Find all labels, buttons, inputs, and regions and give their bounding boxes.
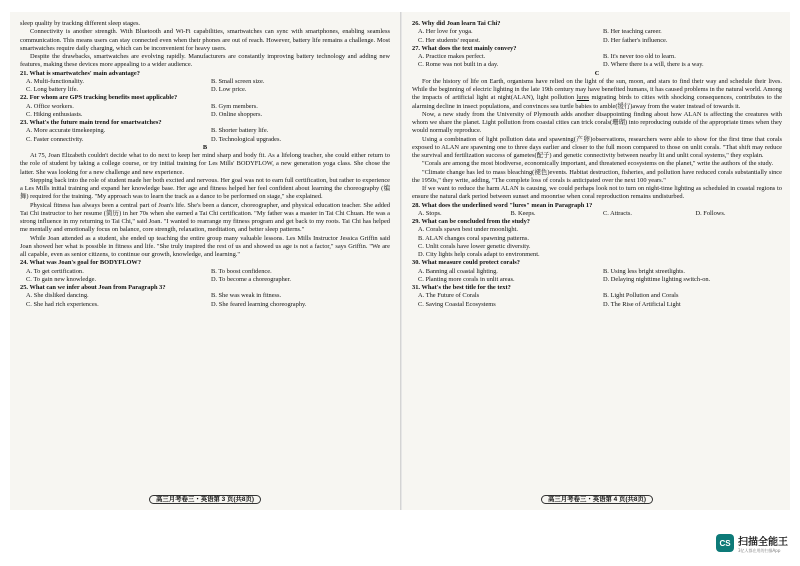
logo-name: 扫描全能王	[738, 536, 788, 548]
paragraph: "Corals are among the most biodiverse, economically important, and threatened ecosystems on the planet," write the authors of the study.	[422, 160, 774, 168]
paragraph	[412, 78, 782, 111]
option: B. Small screen size.	[211, 77, 265, 85]
option: B. Light Pollution and Corals	[603, 292, 679, 300]
options-26	[412, 28, 782, 45]
option: B. To boost confidence.	[211, 267, 272, 275]
paragraph: Using a combination of light pollution data and spawning(产卵)observations, researchers were able to show for the first time that corals exposed to ALAN are spawning one to three days earlier and closer to the full moon compared to those on unlit corals. "That shift may reduce the survival and fertilization success of gametes(配子) and genetic connectivity between nearby lit and unlit coral systems," they explain.	[412, 135, 782, 159]
options-22	[20, 103, 390, 120]
option: B. Keeps.	[510, 209, 536, 217]
option: C. Saving Coastal Ecosystems	[418, 300, 496, 308]
option: D. She feared learning choreography.	[211, 300, 307, 308]
option: A. To get certification.	[26, 267, 84, 275]
question-27: 27. What does the text mainly convey?	[412, 44, 517, 52]
option: C. Hiking enthusiasts.	[26, 110, 83, 118]
option: D. Low price.	[211, 86, 247, 93]
option: C. Rome was not built in a day.	[418, 61, 499, 69]
option: A. Practice makes perfect.	[418, 53, 486, 60]
page-fold	[400, 12, 402, 510]
option: A. Multi-functionality.	[26, 77, 84, 85]
option: B. It's never too old to learn.	[603, 53, 676, 60]
option: C. Long battery life.	[26, 86, 78, 93]
options-24	[20, 268, 390, 285]
question-23: 23. What's the future main trend for smartwatches?	[20, 119, 162, 126]
option: C. Unlit corals have lower genetic diversity.	[418, 242, 531, 250]
footer-label: 高三月考卷三・英语第 4 页(共8页)	[541, 495, 653, 504]
question-29: 29. What can be concluded from the study?	[412, 218, 530, 225]
section-b-heading: B	[202, 143, 208, 151]
question-21: 21. What is smartwatches' main advantage?	[20, 69, 140, 77]
paragraph-text: migrating birds to cities with shocking consequences, contributes to the alarming decline in insect populations, and convinces sea turtle babies to amble(缓行)away from the water instead of towards it.	[412, 94, 782, 110]
option: C. She had rich experiences.	[26, 300, 99, 308]
option: D. The Rise of Artificial Light	[603, 300, 681, 308]
paragraph: Now, a new study from the University of Plymouth adds another disappointing finding about how ALAN is affecting the creatures with whom we share the planet. Light pollution from coastal cities can trick corals(珊瑚) into reproducing outside of the appropriate times when they would normally reproduce.	[412, 110, 782, 135]
camscanner-logo	[716, 528, 796, 558]
option: C. Attracts.	[603, 209, 632, 217]
paragraph: Connectivity is another strength. With Bluetooth and Wi-Fi capabilities, smartwatches can sync with smartphones, enabling seamless communication. This means users can stay connected even when their phones are out of reach. However, battery life remains a challenge. Most smartwatches require daily charging, which can be inconvenient for heavy users.	[20, 28, 390, 52]
options-28	[412, 210, 782, 218]
option: B. ALAN changes coral spawning patterns.	[418, 234, 529, 242]
paragraph: "Climate change has led to mass bleaching(褪色)events. Habitat destruction, fisheries, and pollution have reduced corals substantially since the 1950s," they write, adding, "The complete loss of corals is anticipated over the next 100 years."	[412, 168, 782, 184]
option: B. Shorter battery life.	[211, 127, 269, 135]
option: D. Her father's influence.	[603, 36, 668, 44]
option: D. Online shoppers.	[211, 110, 263, 118]
options-31	[412, 292, 782, 309]
option: A. Banning all coastal lighting.	[418, 267, 498, 275]
option: D. Delaying nighttime lighting switch-on.	[603, 275, 711, 283]
logo-text	[738, 533, 788, 554]
underlined-word: lures	[576, 94, 590, 102]
option: B. Gym members.	[211, 102, 258, 110]
paragraph: Stepping back into the role of student made her both excited and nervous. Her goal was not to earn full certification, but rather to experience a Les Mills initial training and expand her knowledge base. Her age and fitness helped her feel confident about learning the choreography (编舞) required for the training. "My approach was to learn the track as a dance to be performed on stage," she explained.	[20, 176, 390, 201]
options-29	[412, 226, 782, 259]
options-21	[20, 78, 390, 95]
question-31: 31. What's the best title for the text?	[412, 284, 511, 291]
question-28: 28. What does the underlined word "lures" mean in Paragraph 1?	[412, 201, 593, 209]
option: A. Corals spawn best under moonlight.	[418, 226, 518, 234]
options-30	[412, 268, 782, 285]
page-4-footer	[412, 494, 782, 503]
option: B. She was weak in fitness.	[211, 292, 282, 300]
paragraph: Despite the drawbacks, smartwatches are evolving rapidly. Manufacturers are constantly improving battery technology and adding new features, making these devices more appealing to a wider audience.	[20, 53, 390, 69]
paragraph: sleep quality by tracking different sleep stages.	[20, 20, 141, 27]
option: C. Her students' request.	[418, 36, 481, 44]
options-25	[20, 292, 390, 309]
option: A. She disliked dancing.	[26, 292, 89, 300]
option: D. To become a choreographer.	[211, 275, 291, 283]
option: A. Stops.	[418, 209, 442, 217]
options-27	[412, 53, 782, 70]
camscanner-icon: CS	[716, 534, 734, 552]
question-26: 26. Why did Joan learn Tai Chi?	[412, 20, 501, 27]
options-23	[20, 127, 390, 144]
paragraph: If we want to reduce the harm ALAN is causing, we could perhaps look not to turn on night-time lighting as scheduled in coastal regions to ensure the natural dark period between sunset and moonrise when coral reproduction remains undisturbed.	[412, 185, 782, 201]
option: B. Using less bright streetlights.	[603, 267, 686, 275]
question-24: 24. What was Joan's goal for BODYFLOW?	[20, 259, 142, 267]
option: C. Planting more corals in unlit areas.	[418, 275, 515, 283]
option: D. City lights help corals adapt to environment.	[418, 251, 540, 258]
option: D. Technological upgrades.	[211, 135, 282, 143]
option: A. Her love for yoga.	[418, 28, 473, 36]
paragraph: At 75, Joan Elizabeth couldn't decide what to do next to keep her mind sharp and body fit. As a lifelong teacher, she could either return to the role of student by taking a college course, or try initial training for Les Mills' BODYFLOW, a new generation yoga class. She chose the latter. She was looking for a new challenge and new experience.	[20, 152, 390, 176]
question-25: 25. What can we infer about Joan from Paragraph 3?	[20, 284, 166, 291]
option: A. The Future of Corals	[418, 292, 480, 300]
paragraph: While Joan attended as a student, she ended up teaching the entire group many valuable lessons. Les Mills Instructor Jessica Griffin said Joan showed her what is possible in fitness and life. "She truly inspired the rest of us and showed us age is not a factor," says Griffin. "We are all capable, even as senior citizens, to continue our growth, knowledge, and learning."	[20, 234, 390, 258]
footer-label: 高三月考卷三・英语第 3 页(共8页)	[149, 495, 261, 504]
option: A. Office workers.	[26, 102, 74, 110]
option: C. To gain new knowledge.	[26, 275, 97, 283]
paragraph-text: For the history of life on Earth, organisms have relied on the light of the sun, moon, and stars to find their way and schedule their lives. While the beginning of electric lighting in the late 19th century may have benefited humans, it has caused problems in the natural world. Among the impacts of artificial light at night(ALAN), light pollution	[412, 77, 782, 102]
page-4	[412, 20, 782, 508]
option: C. Faster connectivity.	[26, 135, 84, 143]
page-3-footer	[20, 494, 390, 503]
option: D. Where there is a will, there is a way.	[603, 61, 704, 69]
option: B. Her teaching career.	[603, 28, 662, 36]
section-c-heading: C	[594, 69, 600, 77]
question-22: 22. For whom are GPS tracking benefits most applicable?	[20, 94, 178, 102]
page-3	[20, 20, 390, 508]
option: A. More accurate timekeeping.	[26, 127, 106, 135]
question-30: 30. What measure could protect corals?	[412, 259, 520, 267]
option: D. Follows.	[695, 209, 726, 217]
logo-tagline: 3亿人都在用的扫描App	[738, 547, 781, 553]
paragraph: Physical fitness has always been a central part of Joan's life. She's been a dancer, choreographer, and physical education teacher. She added Tai Chi instructor to her resume (简历) in her 70s when she earned a Tai Chi certification. "My father was a master in Tai Chi Chuan. He was a strong influence in my returning to Tai Chi," said Joan. "I wanted to rearrange my fitness program and get back to my roots. Tai Chi has helped me mentally and emotionally focus on balance, core strength, relaxation, meditation, and better sleep patterns."	[20, 201, 390, 234]
